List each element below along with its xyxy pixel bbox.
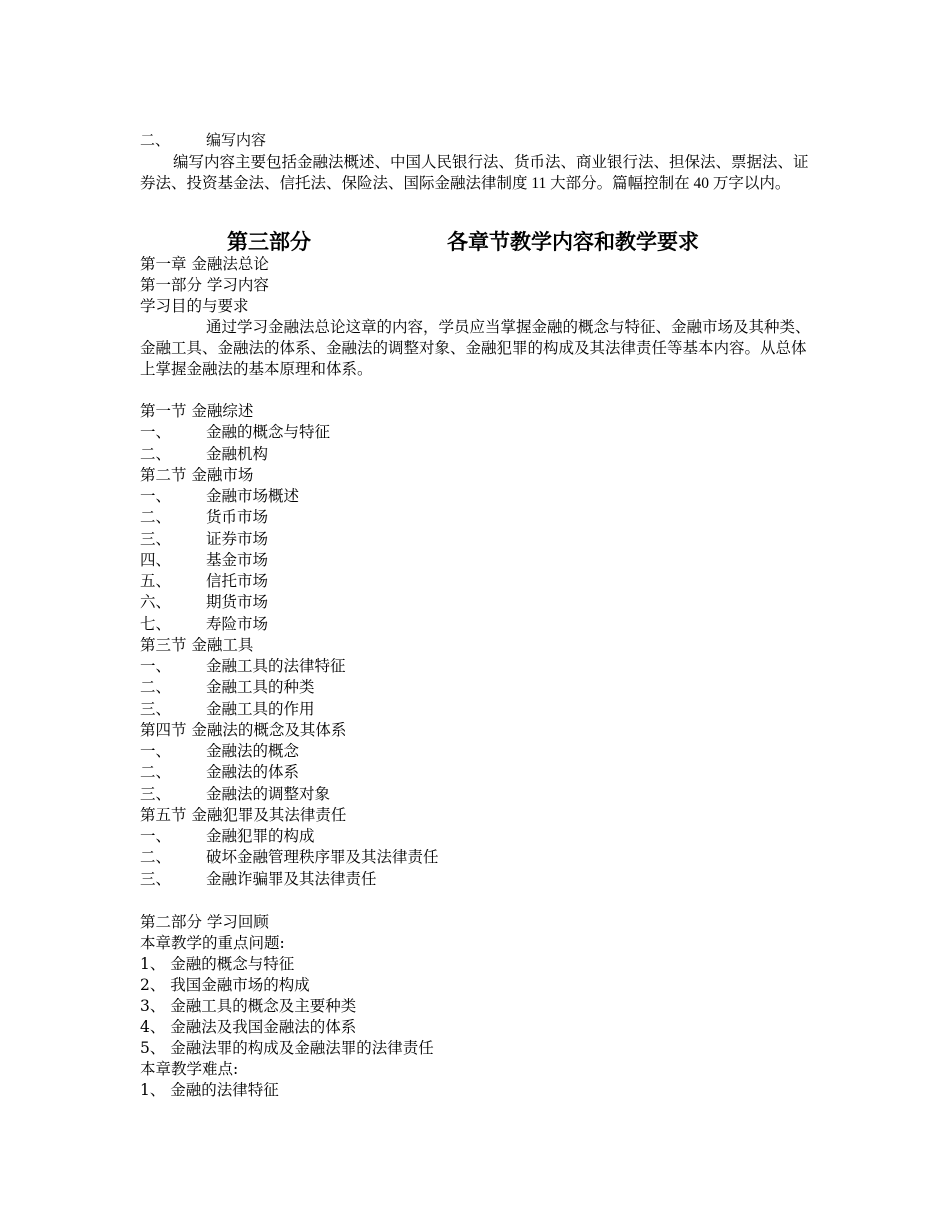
outline-item-number: 六、 [140, 593, 172, 612]
part-heading-left: 第三部分 [227, 230, 311, 254]
outline-item-text: 破坏金融管理秩序罪及其法律责任 [206, 848, 439, 867]
outline-item [140, 847, 439, 868]
part-heading-right: 各章节教学内容和教学要求 [447, 230, 699, 254]
outline-section-title: 第四节 金融法的概念及其体系 [140, 720, 347, 739]
outline-item [140, 869, 377, 890]
difficult-points-label: 本章教学难点: [140, 1060, 239, 1078]
outline-section-title: 第五节 金融犯罪及其法律责任 [140, 805, 347, 824]
goals-paragraph-block [140, 317, 812, 380]
part-heading [0, 226, 950, 256]
outline-item-text: 货币市场 [206, 508, 269, 527]
outline-item [140, 656, 346, 677]
difficult-point-item: 1、 金融的法律特征 [140, 1081, 279, 1099]
outline-item [140, 592, 268, 613]
outline-item-number: 二、 [140, 678, 172, 697]
key-points-label: 本章教学的重点问题: [140, 934, 285, 952]
outline-item-text: 基金市场 [206, 550, 269, 569]
outline-item [140, 422, 330, 443]
outline-item-text: 金融市场概述 [206, 487, 300, 505]
outline-item-text: 金融机构 [206, 444, 269, 463]
outline-item-text: 金融工具的作用 [206, 699, 315, 718]
outline-item-text: 金融法的概念 [206, 742, 300, 760]
outline-item-text: 金融法的调整对象 [206, 784, 331, 803]
intro-paragraph-block [140, 152, 810, 194]
outline-item-number: 二、 [140, 444, 172, 463]
key-point-item: 4、 金融法及我国金融法的体系 [140, 1018, 357, 1036]
outline-item [140, 762, 299, 783]
key-point-item: 3、 金融工具的概念及主要种类 [140, 997, 357, 1015]
intro-section-heading [140, 131, 266, 152]
outline-item-number: 四、 [140, 550, 172, 569]
outline-item-text: 期货市场 [206, 593, 269, 612]
outline-item [140, 614, 268, 635]
outline-item [140, 571, 268, 592]
intro-section-number: 二、 [140, 133, 171, 149]
outline-section-title: 第二节 金融市场 [140, 465, 254, 484]
outline-item-number: 一、 [140, 827, 172, 845]
goals-paragraph: 通过学习金融法总论这章的内容，学员应当掌握金融的概念与特征、金融市场及其种类、金融工具、金融法的体系、金融法的调整对象、金融犯罪的构成及其法律责任等基本内容。从总体上掌握金融法的基本原理和体系。 [140, 318, 811, 378]
outline-item-number: 三、 [140, 699, 172, 718]
outline-item-number: 二、 [140, 763, 172, 782]
outline-item-text: 金融的概念与特征 [206, 423, 331, 442]
outline-item [140, 741, 299, 762]
part-one-title: 第一部分 学习内容 [140, 276, 269, 294]
key-point-item: 1、 金融的概念与特征 [140, 955, 295, 973]
outline-section-title: 第一节 金融综述 [140, 402, 254, 420]
key-point-item: 5、 金融法罪的构成及金融法罪的法律责任 [140, 1039, 434, 1057]
outline-item-number: 二、 [140, 848, 172, 867]
outline-item-number: 一、 [140, 487, 172, 505]
outline-item-number: 一、 [140, 742, 172, 760]
key-point-item: 2、 我国金融市场的构成 [140, 976, 310, 994]
outline-item [140, 529, 268, 550]
outline-item-text: 证券市场 [206, 529, 269, 548]
outline-item-number: 三、 [140, 529, 172, 548]
outline-item [140, 826, 315, 847]
outline-item [140, 699, 315, 720]
outline-section-title: 第三节 金融工具 [140, 635, 254, 654]
outline-item [140, 444, 268, 465]
outline-item [140, 550, 268, 571]
outline-item-text: 金融工具的种类 [206, 678, 315, 697]
outline-item-number: 二、 [140, 508, 172, 527]
chapter-title: 第一章 金融法总论 [140, 255, 269, 273]
outline-item-number: 五、 [140, 572, 172, 590]
outline-item-number: 三、 [140, 869, 172, 888]
outline-item-number: 三、 [140, 784, 172, 803]
review-title: 第二部分 学习回顾 [140, 913, 269, 931]
intro-paragraph: 编写内容主要包括金融法概述、中国人民银行法、货币法、商业银行法、担保法、票据法、证券法、投资基金法、信托法、保险法、国际金融法律制度 11 大部分。篇幅控制在 40 万字以内。 [140, 154, 809, 192]
outline-item-number: 一、 [140, 657, 172, 675]
outline-item [140, 784, 330, 805]
outline-item-text: 金融工具的法律特征 [206, 657, 346, 675]
outline-item-text: 寿险市场 [206, 614, 269, 633]
outline-item-text: 金融犯罪的构成 [206, 827, 315, 845]
intro-section-title: 编写内容 [206, 133, 267, 149]
outline-item [140, 486, 299, 507]
outline-item-text: 信托市场 [206, 572, 269, 590]
outline-item-text: 金融法的体系 [206, 763, 300, 782]
outline-item-number: 七、 [140, 614, 172, 633]
outline-item-number: 一、 [140, 423, 172, 442]
outline-item [140, 507, 268, 528]
outline-item-text: 金融诈骗罪及其法律责任 [206, 869, 377, 888]
goals-label: 学习目的与要求 [140, 297, 249, 315]
outline-item [140, 677, 315, 698]
